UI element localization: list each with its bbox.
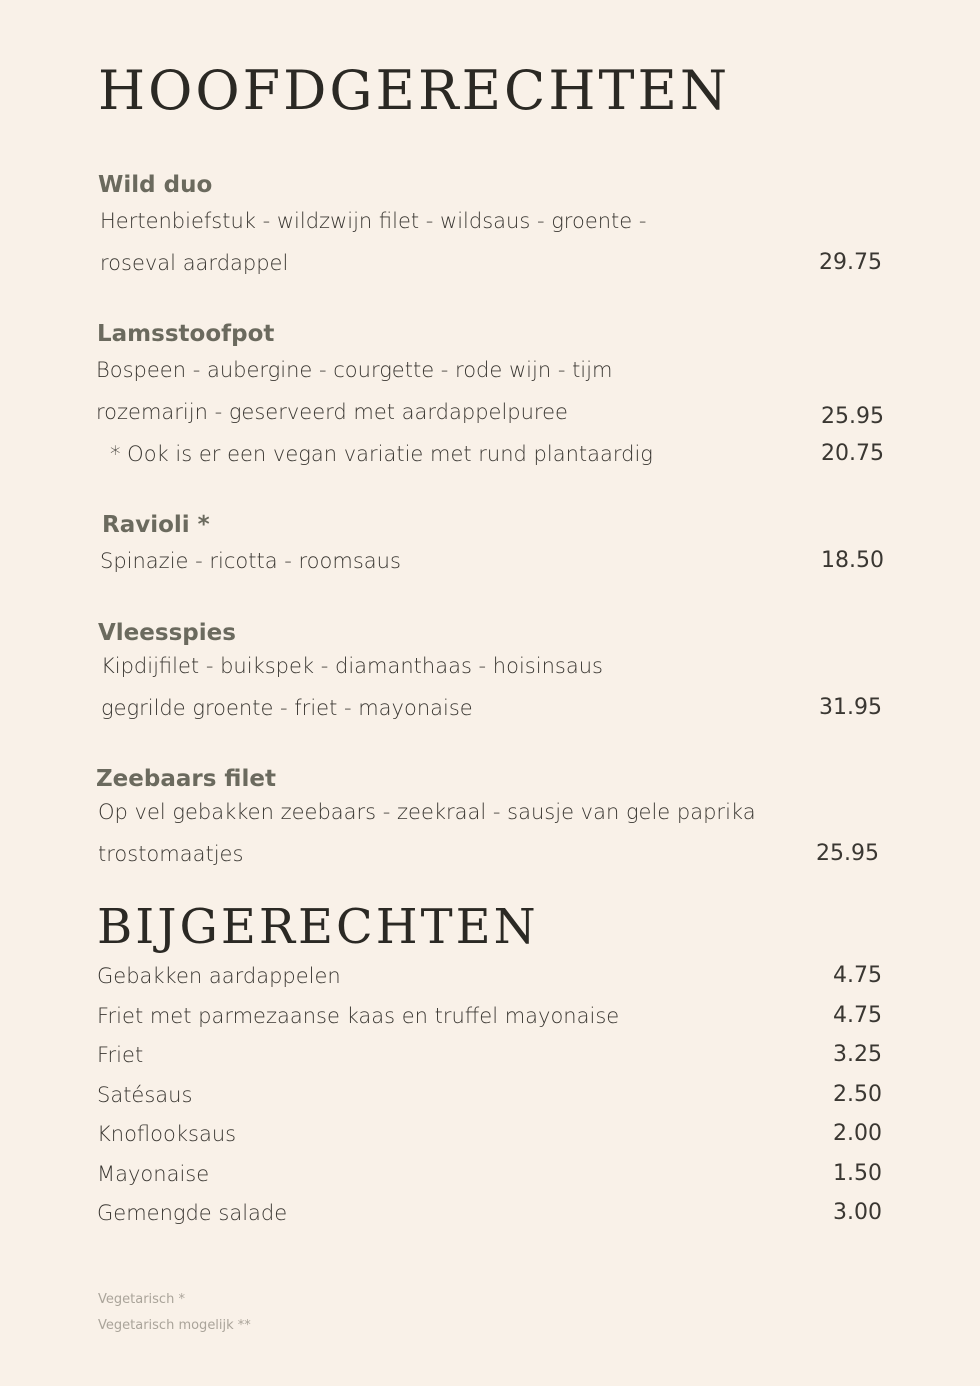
dish-title: Ravioli * — [102, 512, 210, 538]
side-item-name: Satésaus — [97, 1083, 193, 1107]
dish-description-line: roseval aardappel — [100, 251, 289, 275]
dish-description-line: Kipdijfilet - buikspek - diamanthaas - hoisinsaus — [101, 654, 603, 678]
side-item-price: 3.00 — [833, 1200, 882, 1225]
side-item-name: Friet met parmezaanse kaas en truffel mayonaise — [97, 1004, 620, 1028]
dish-price: 25.95 — [821, 404, 884, 429]
side-item-price: 2.50 — [833, 1082, 882, 1107]
dish-title: Lamsstoofpot — [97, 321, 275, 347]
dish-price: 31.95 — [819, 695, 882, 720]
side-item-price: 4.75 — [833, 963, 882, 988]
section-title-sides: BIJGERECHTEN — [97, 899, 539, 955]
dish-description-line: Bospeen - aubergine - courgette - rode wijn - tijm — [96, 358, 613, 382]
dish-title: Vleesspies — [98, 620, 236, 646]
side-item-price: 2.00 — [833, 1121, 882, 1146]
legend-vegetarian: Vegetarisch * — [98, 1292, 185, 1307]
dish-description-line: trostomaatjes — [98, 842, 244, 866]
dish-price: 25.95 — [816, 841, 879, 866]
side-item-price: 3.25 — [833, 1042, 882, 1067]
dish-price-vegan: 20.75 — [821, 441, 884, 466]
side-item-name: Knoflooksaus — [97, 1122, 237, 1146]
side-item-name: Gemengde salade — [97, 1201, 288, 1225]
dish-description-line: Spinazie - ricotta - roomsaus — [100, 549, 401, 573]
dish-description-line: rozemarijn - geserveerd met aardappelpuree — [96, 400, 568, 424]
dish-description-line: Op vel gebakken zeebaars - zeekraal - sausje van gele paprika — [98, 800, 756, 824]
side-item-name: Mayonaise — [97, 1162, 210, 1186]
dish-price: 29.75 — [819, 250, 882, 275]
side-item-price: 4.75 — [833, 1003, 882, 1028]
dish-title: Wild duo — [98, 172, 213, 198]
dish-title: Zeebaars filet — [96, 766, 276, 792]
dish-description-line: Hertenbiefstuk - wildzwijn filet - wildsaus - groente - — [100, 209, 647, 233]
section-title-main: HOOFDGERECHTEN — [98, 59, 731, 122]
side-item-name: Gebakken aardappelen — [97, 964, 341, 988]
dish-vegan-note: * Ook is er een vegan variatie met rund plantaardig — [110, 442, 653, 466]
dish-price: 18.50 — [821, 548, 884, 573]
side-item-price: 1.50 — [833, 1161, 882, 1186]
legend-vegetarian-possible: Vegetarisch mogelijk ** — [98, 1318, 251, 1333]
dish-description-line: gegrilde groente - friet - mayonaise — [101, 696, 473, 720]
side-item-name: Friet — [97, 1043, 144, 1067]
